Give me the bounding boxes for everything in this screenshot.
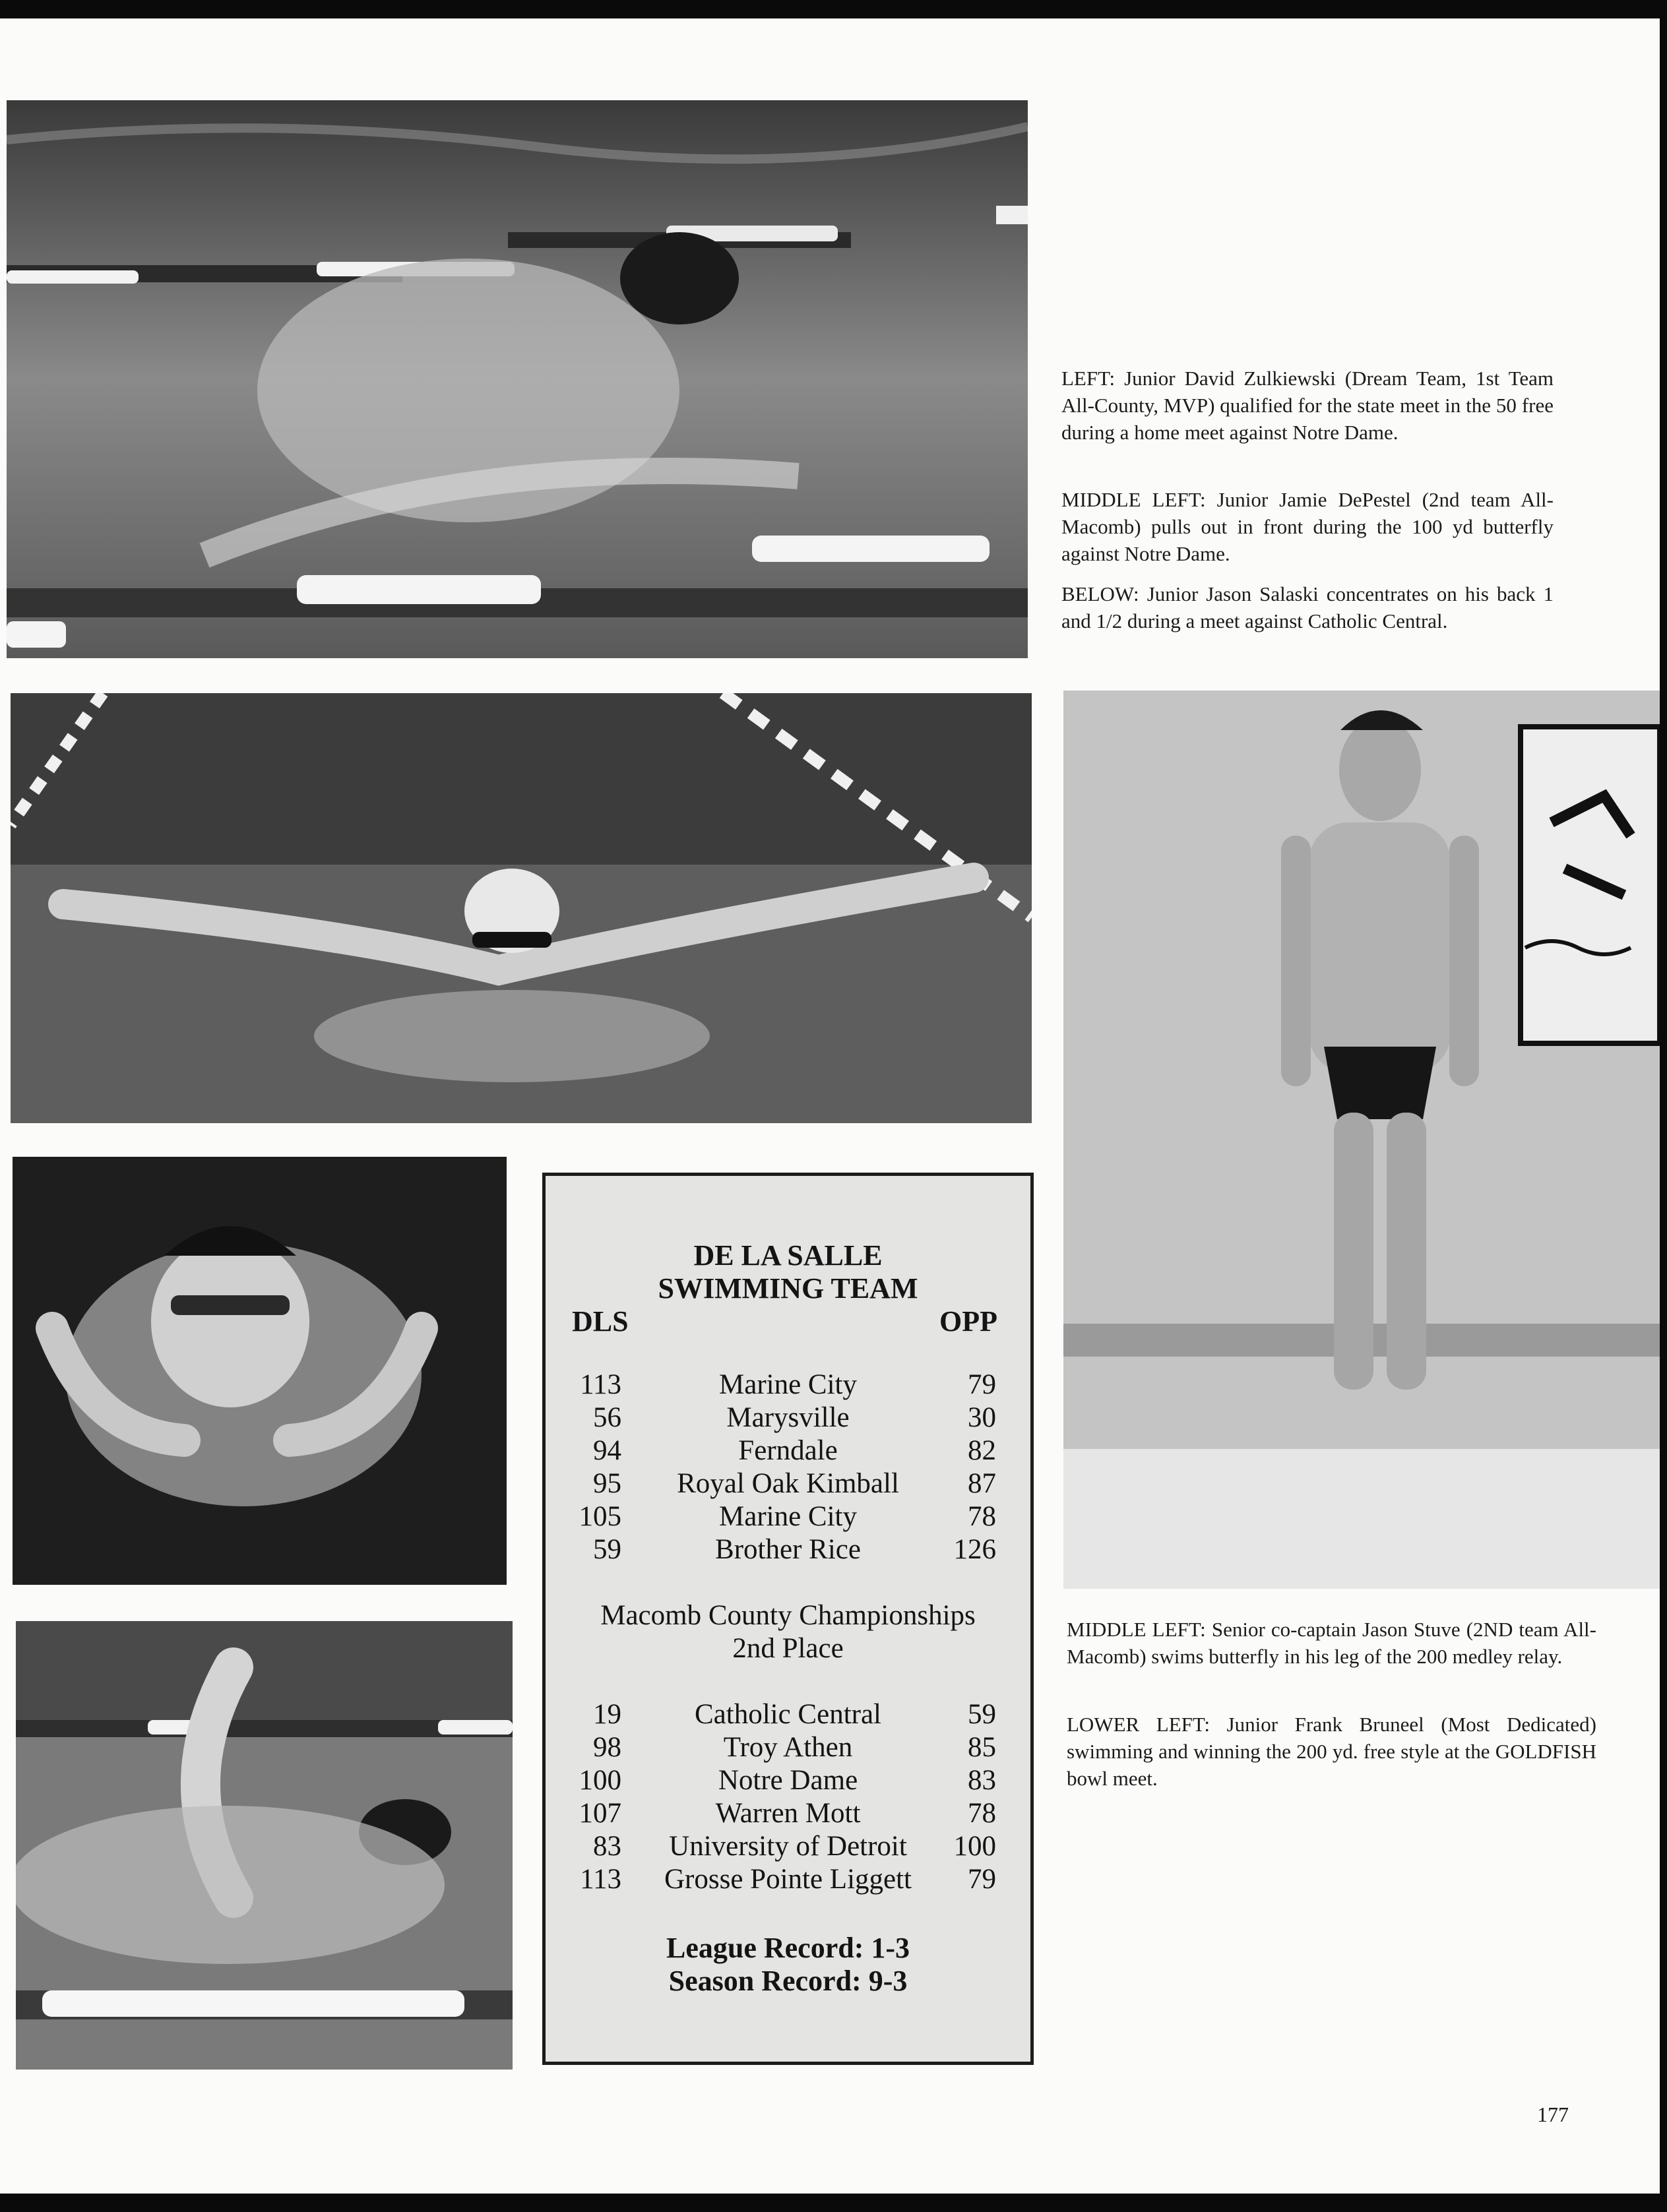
opp-score: 79 bbox=[968, 1864, 996, 1895]
dls-score: 113 bbox=[580, 1864, 621, 1895]
page-number: 177 bbox=[1537, 2103, 1569, 2126]
opp-score: 83 bbox=[968, 1765, 996, 1796]
meet-row bbox=[546, 1797, 1030, 1830]
opp-score: 87 bbox=[968, 1468, 996, 1499]
opponent-name: Notre Dame bbox=[718, 1765, 858, 1796]
dls-score: 94 bbox=[593, 1435, 621, 1466]
opp-score: 85 bbox=[968, 1732, 996, 1763]
photo-diver-standing bbox=[1063, 691, 1660, 1589]
dls-score: 113 bbox=[580, 1369, 621, 1400]
dls-score: 100 bbox=[579, 1765, 621, 1796]
dls-score: 83 bbox=[593, 1831, 621, 1862]
meet-row bbox=[546, 1698, 1030, 1731]
yearbook-page bbox=[0, 18, 1660, 2194]
scoreboard-title: DE LA SALLE SWIMMING TEAM bbox=[658, 1239, 918, 1305]
championship-place: 2nd Place bbox=[732, 1633, 844, 1664]
opp-score: 82 bbox=[968, 1435, 996, 1466]
opponent-name: Grosse Pointe Liggett bbox=[664, 1864, 912, 1895]
opp-score: 78 bbox=[968, 1501, 996, 1532]
dls-score: 95 bbox=[593, 1468, 621, 1499]
opponent-name: Royal Oak Kimball bbox=[677, 1468, 899, 1499]
opponent-name: Marine City bbox=[719, 1369, 857, 1400]
opponent-name: Warren Mott bbox=[715, 1798, 861, 1829]
meet-row bbox=[546, 1368, 1030, 1401]
dls-score: 105 bbox=[579, 1501, 621, 1532]
dls-score: 19 bbox=[593, 1699, 621, 1730]
opponent-name: Troy Athen bbox=[723, 1732, 853, 1763]
meet-row bbox=[546, 1467, 1030, 1500]
opponent-name: Brother Rice bbox=[715, 1534, 861, 1565]
opp-score: 78 bbox=[968, 1798, 996, 1829]
caption-left-photo: LEFT: Junior David Zulkiewski (Dream Team, 1st Team All-County, MVP) qualified for the state meet in the 50 free during a home meet against Notre Dame. bbox=[1061, 367, 1554, 444]
opp-header: OPP bbox=[939, 1305, 997, 1337]
caption-lower-left-freestyle: LOWER LEFT: Junior Frank Bruneel (Most Dedicated) swimming and winning the 200 yd. free style at the GOLDFISH bowl meet. bbox=[1067, 1713, 1596, 1790]
photo-freestyle-breath bbox=[16, 1621, 513, 2070]
caption-middle-left-butterfly: MIDDLE LEFT: Senior co-captain Jason Stuve (2ND team All-Macomb) swims butterfly in his leg of the 200 medley relay. bbox=[1067, 1618, 1596, 1668]
dls-score: 107 bbox=[579, 1798, 621, 1829]
photo-freestyle-swimmer bbox=[7, 100, 1028, 658]
league-record: League Record: 1-3 bbox=[666, 1932, 910, 1964]
opp-score: 126 bbox=[953, 1534, 996, 1565]
photo-butterfly-swimmer bbox=[11, 693, 1032, 1123]
dls-header: DLS bbox=[572, 1305, 629, 1337]
opp-score: 59 bbox=[968, 1699, 996, 1730]
opp-score: 30 bbox=[968, 1402, 996, 1433]
meet-row bbox=[546, 1764, 1030, 1797]
meet-row bbox=[546, 1500, 1030, 1533]
dls-score: 98 bbox=[593, 1732, 621, 1763]
caption-middle-left-photo: MIDDLE LEFT: Junior Jamie DePestel (2nd team All-Macomb) pulls out in front during the 100 yd butterfly against Notre Dame. bbox=[1061, 488, 1554, 565]
dls-score: 59 bbox=[593, 1534, 621, 1565]
scoreboard-box bbox=[542, 1173, 1034, 2065]
meet-row bbox=[546, 1401, 1030, 1434]
meet-row bbox=[546, 1830, 1030, 1863]
photo-butterfly-breath bbox=[13, 1157, 507, 1585]
season-record: Season Record: 9-3 bbox=[668, 1965, 908, 1997]
opp-score: 79 bbox=[968, 1369, 996, 1400]
opponent-name: University of Detroit bbox=[669, 1831, 907, 1862]
championship-name: Macomb County Championships bbox=[600, 1600, 976, 1631]
opponent-name: Ferndale bbox=[738, 1435, 838, 1466]
meet-row bbox=[546, 1533, 1030, 1566]
opponent-name: Marysville bbox=[726, 1402, 850, 1433]
meet-row bbox=[546, 1863, 1030, 1896]
dls-score: 56 bbox=[593, 1402, 621, 1433]
meet-row bbox=[546, 1434, 1030, 1467]
opponent-name: Marine City bbox=[719, 1501, 857, 1532]
opponent-name: Catholic Central bbox=[694, 1699, 881, 1730]
caption-below-photo: BELOW: Junior Jason Salaski concentrates on his back 1 and 1/2 during a meet against Catholic Central. bbox=[1061, 582, 1554, 632]
meet-row bbox=[546, 1731, 1030, 1764]
opp-score: 100 bbox=[953, 1831, 996, 1862]
